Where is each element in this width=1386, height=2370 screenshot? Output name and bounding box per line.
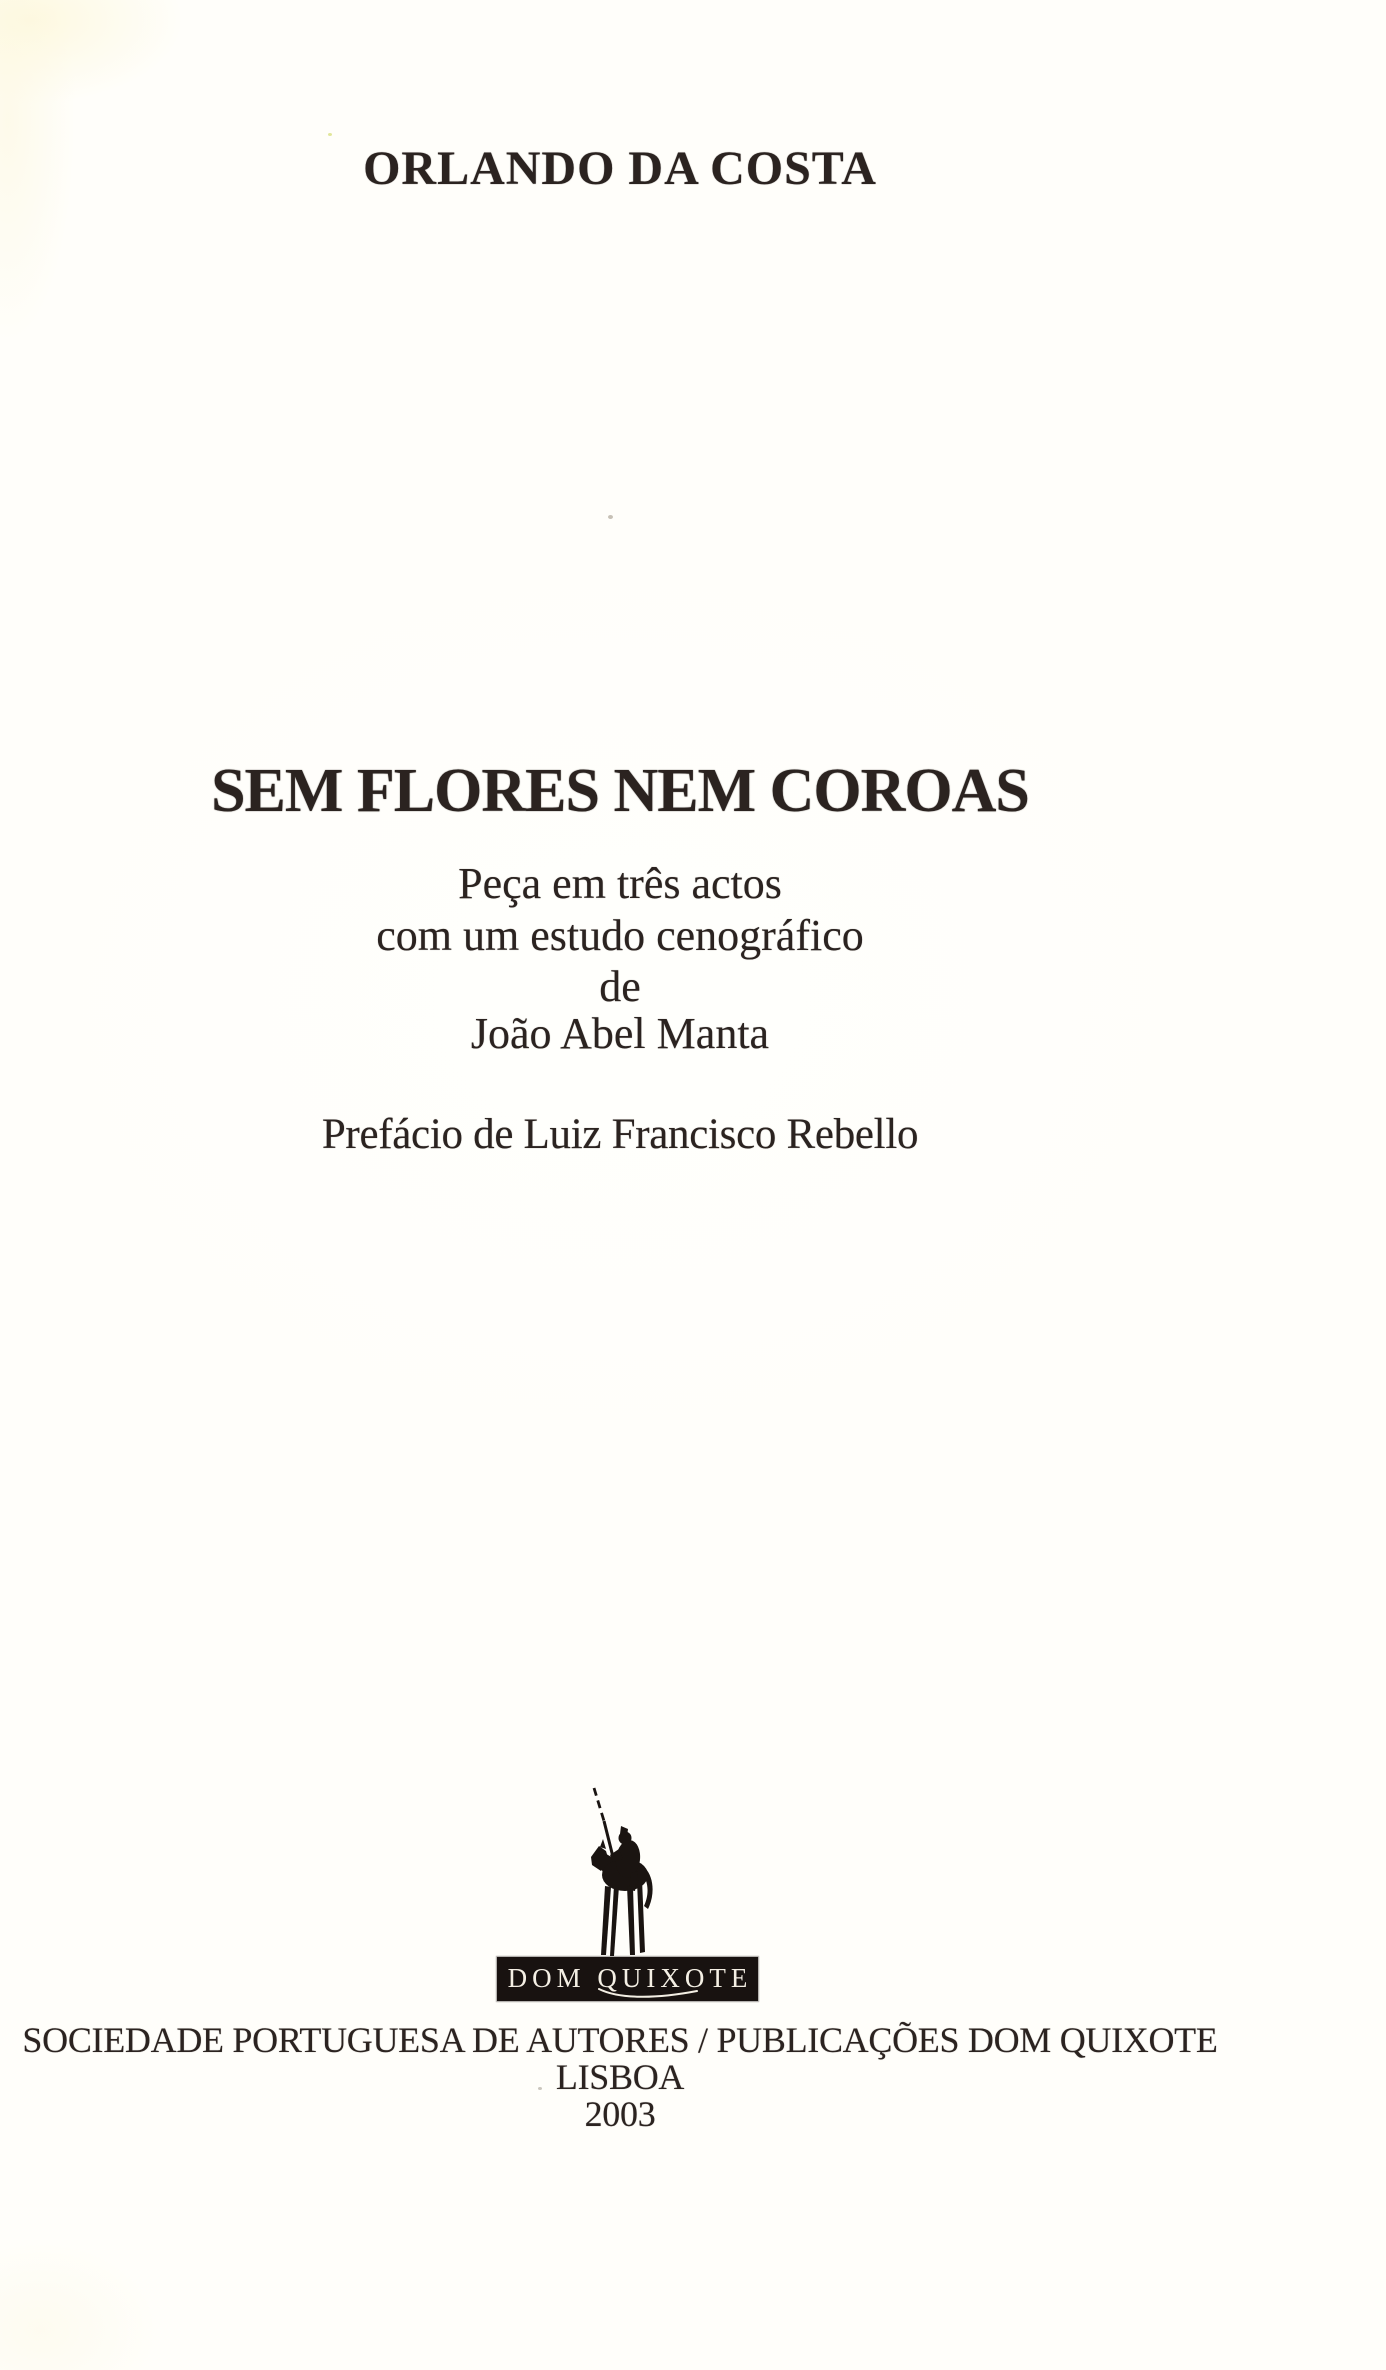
scan-speck: [608, 515, 613, 519]
logo-banner-label: DOM QUIXOTE: [507, 1963, 753, 1993]
imprint-block: [0, 2022, 1240, 2133]
subtitle-line: Peça em três actos: [458, 859, 782, 908]
subtitle-line: João Abel Manta: [470, 1009, 770, 1058]
logo-banner: [497, 1957, 758, 2001]
subtitle-line: com um estudo cenográfico: [376, 911, 864, 960]
scan-speck: [538, 2087, 542, 2090]
city-line: LISBOA: [555, 2057, 685, 2097]
publisher-line: SOCIEDADE PORTUGUESA DE AUTORES / PUBLICAÇÕES DOM QUIXOTE: [22, 2020, 1218, 2060]
book-title: SEM FLORES NEM COROAS: [211, 757, 1029, 825]
preface-credit: Prefácio de Luiz Francisco Rebello: [321, 1111, 919, 1158]
scan-speck: [328, 133, 332, 136]
subtitle-line: de: [599, 962, 641, 1011]
q-tail-flourish-icon: [597, 1986, 702, 2000]
dom-quixote-knight-icon: [575, 1785, 665, 1960]
author-name: ORLANDO DA COSTA: [363, 142, 877, 195]
year-line: 2003: [584, 2094, 656, 2134]
